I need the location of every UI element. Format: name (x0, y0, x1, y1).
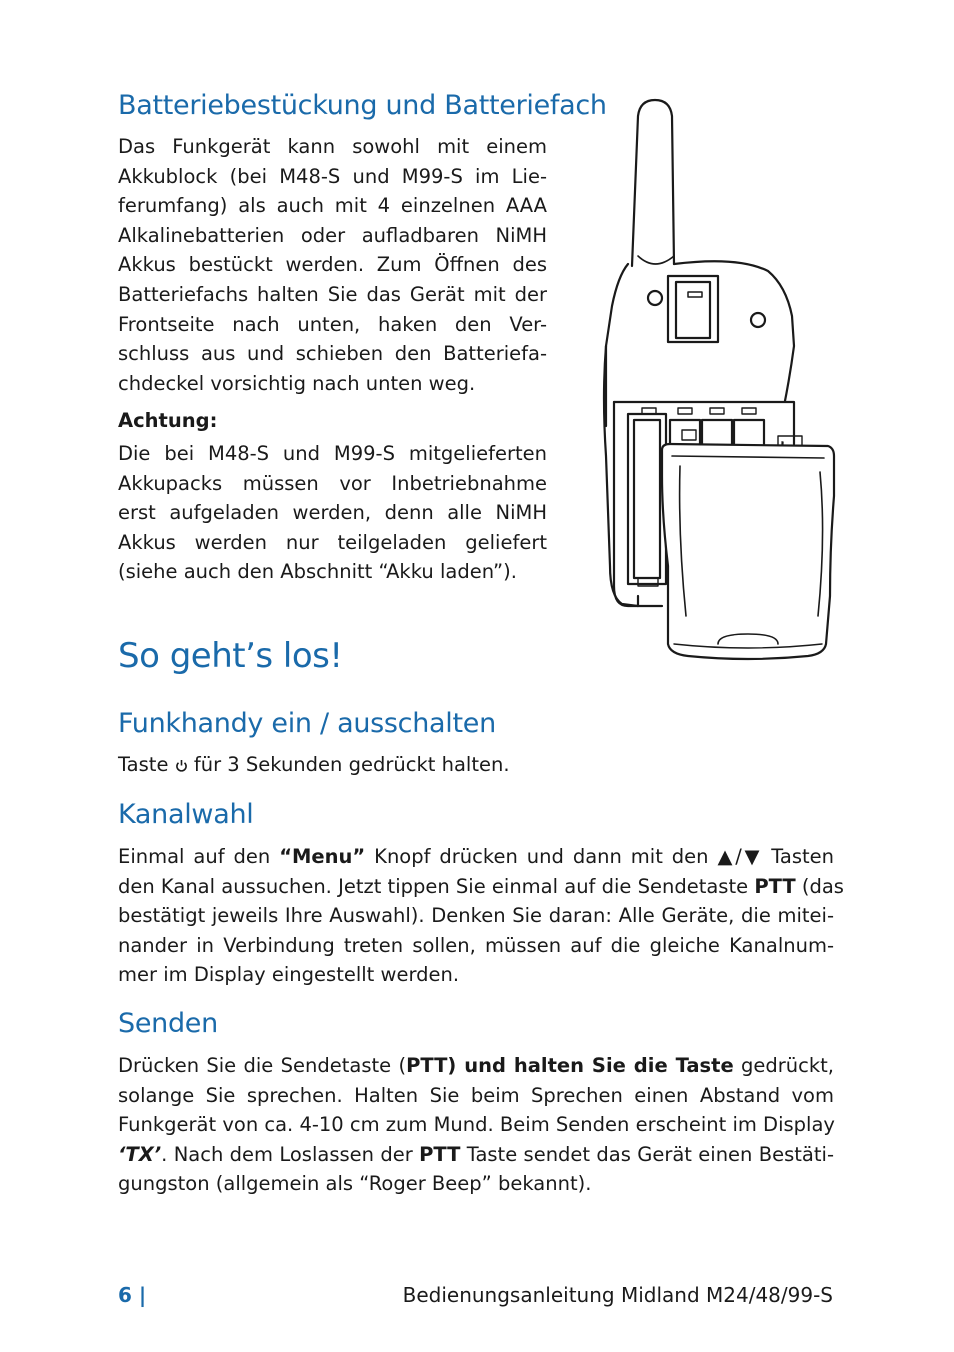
menu-label: “Menu” (279, 845, 366, 868)
text-fragment: für 3 Sekunden gedrückt halten. (187, 753, 510, 776)
text-line: gungston (allgemein als “Roger Beep” bekannt). (118, 1172, 592, 1196)
section-heading-send: Senden (118, 1008, 218, 1039)
channel-paragraph (118, 842, 844, 990)
power-paragraph (118, 750, 834, 780)
ptt-label: PTT (754, 874, 796, 898)
text-line: solange Sie sprechen. Halten Sie beim Sprechen einen Abstand vom (118, 1083, 834, 1107)
text-line: Das Funkgerät kann sowohl mit einem (118, 135, 547, 158)
section-heading-power: Funkhandy ein / ausschalten (118, 708, 496, 739)
footer-title: Bedienungsanleitung Midland M24/48/99-S (402, 1283, 833, 1307)
caution-label: Achtung: (118, 409, 218, 432)
text-line (118, 842, 834, 872)
text-fragment: den Kanal aussuchen. Jetzt tippen Sie einmal auf die Sendetaste (118, 874, 755, 898)
text-line (118, 1140, 834, 1170)
text-fragment: Taste sendet das Gerät einen Bestäti- (460, 1142, 834, 1166)
text-line: (siehe auch den Abschnitt “Akku laden”). (118, 560, 517, 584)
text-line: bestätigt jeweils Ihre Auswahl). Denken Sie daran: Alle Geräte, die mitei- (118, 904, 834, 928)
text-line: Akkus bestückt werden. Zum Öffnen des (118, 253, 547, 277)
ptt-hold-label: PTT) und halten Sie die Taste (406, 1054, 734, 1077)
text-line: mer im Display eingestellt werden. (118, 963, 460, 987)
section-heading-channel: Kanalwahl (118, 799, 254, 830)
battery-paragraph (118, 132, 547, 398)
text-fragment: Tasten (762, 845, 835, 868)
text-fragment: Drücken Sie die Sendetaste ( (118, 1054, 407, 1077)
send-paragraph (118, 1051, 834, 1199)
page-number: 6 | (118, 1283, 147, 1307)
text-fragment: gedrückt, (733, 1054, 834, 1077)
text-line: Akkupacks müssen vor Inbetriebnahme (118, 471, 547, 495)
text-line: Funkgerät von ca. 4-10 cm zum Mund. Beim Senden erscheint im Display (118, 1113, 835, 1137)
radio-battery-illustration (598, 96, 838, 666)
text-line: Die bei M48-S und M99-S mitgelieferten (118, 442, 547, 465)
text-line: Akkublock (bei M48-S und M99-S im Lie- (118, 164, 547, 188)
caution-paragraph (118, 439, 547, 587)
main-heading: So geht’s los! (118, 636, 343, 676)
up-down-arrows-icon: ▲/▼ (717, 845, 763, 868)
ptt-label: PTT (419, 1142, 461, 1166)
text-line: ferumfang) als auch mit 4 einzelnen AAA (118, 194, 547, 218)
text-fragment: . Nach dem Loslassen der (161, 1142, 420, 1166)
text-line (118, 872, 844, 902)
text-fragment: Taste (118, 753, 175, 776)
text-line: Akkus werden nur teilgeladen geliefert (118, 530, 547, 554)
text-line: erst aufgeladen werden, denn alle NiMH (118, 501, 547, 525)
text-line: Frontseite nach unten, haken den Ver- (118, 312, 547, 336)
power-icon (175, 751, 188, 764)
text-line (118, 1051, 834, 1081)
tx-label: ‘TX’ (118, 1142, 162, 1166)
text-line: Alkalinebatterien oder aufladbaren NiMH (118, 223, 547, 247)
text-line: chdeckel vorsichtig nach unten weg. (118, 371, 476, 395)
text-fragment: Einmal auf den (118, 845, 280, 868)
section-heading-battery: Batteriebestückung und Batteriefach (118, 90, 607, 121)
text-line: Batteriefachs halten Sie das Gerät mit der (118, 282, 547, 306)
text-line: nander in Verbindung treten sollen, müssen auf die gleiche Kanalnum- (118, 933, 834, 957)
text-fragment: (das (795, 874, 844, 898)
text-fragment: Knopf drücken und dann mit den (365, 845, 718, 868)
text-line: schluss aus und schieben den Batteriefa- (118, 342, 547, 366)
